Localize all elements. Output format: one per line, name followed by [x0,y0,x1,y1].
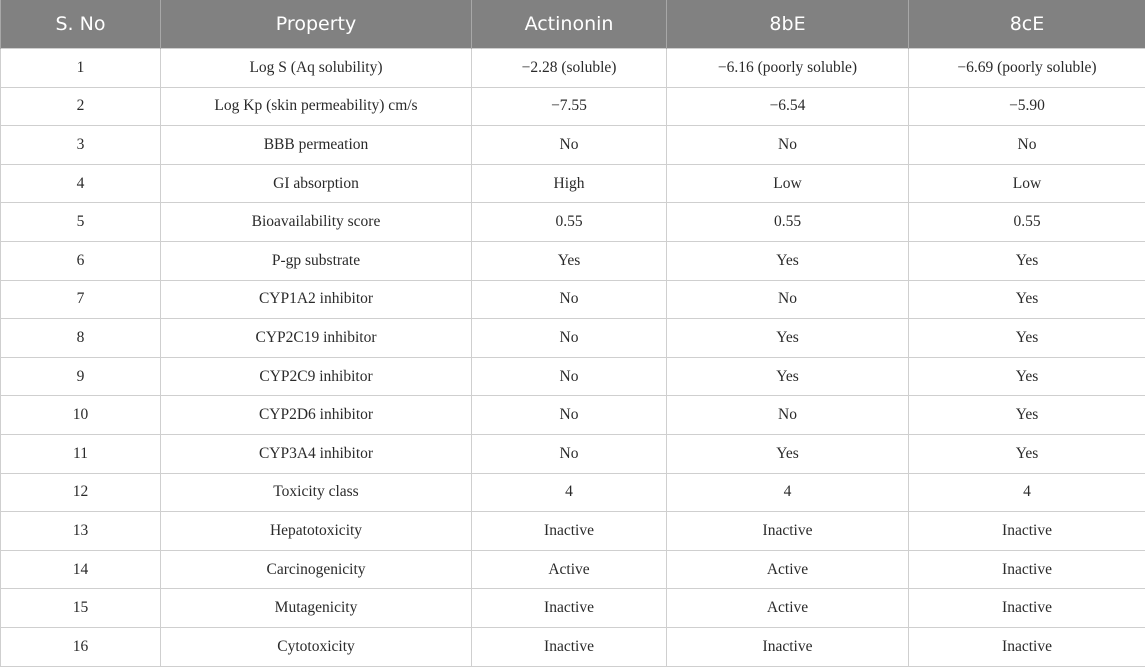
cell-8ce: Inactive [909,589,1145,628]
cell-property: Mutagenicity [161,589,472,628]
cell-8ce: No [909,126,1145,165]
cell-property: CYP2D6 inhibitor [161,396,472,435]
cell-sno: 6 [1,241,161,280]
cell-8ce: 0.55 [909,203,1145,242]
cell-sno: 12 [1,473,161,512]
cell-sno: 11 [1,434,161,473]
cell-actinonin: No [472,396,667,435]
cell-8be: Yes [667,357,909,396]
cell-8ce: Yes [909,434,1145,473]
table-row [1,357,1145,396]
table-row [1,319,1145,358]
cell-sno: 14 [1,550,161,589]
table-row [1,203,1145,242]
cell-property: Hepatotoxicity [161,512,472,551]
cell-8ce: Low [909,164,1145,203]
cell-actinonin: No [472,434,667,473]
cell-sno: 13 [1,512,161,551]
table-row [1,49,1145,88]
cell-property: Cytotoxicity [161,627,472,666]
cell-8be: 0.55 [667,203,909,242]
cell-8be: Active [667,550,909,589]
table-row [1,241,1145,280]
cell-sno: 9 [1,357,161,396]
cell-actinonin: Active [472,550,667,589]
cell-property: CYP1A2 inhibitor [161,280,472,319]
table-row [1,164,1145,203]
cell-property: GI absorption [161,164,472,203]
header-sno: S. No [1,0,161,49]
cell-8ce: Inactive [909,512,1145,551]
cell-property: Carcinogenicity [161,550,472,589]
cell-sno: 3 [1,126,161,165]
cell-property: Bioavailability score [161,203,472,242]
table-row [1,589,1145,628]
cell-actinonin: Inactive [472,627,667,666]
cell-8be: No [667,280,909,319]
cell-8ce: Inactive [909,550,1145,589]
header-property: Property [161,0,472,49]
table-row [1,87,1145,126]
cell-property: CYP2C9 inhibitor [161,357,472,396]
cell-actinonin: No [472,126,667,165]
cell-property: P-gp substrate [161,241,472,280]
cell-8ce: Inactive [909,627,1145,666]
cell-8be: Yes [667,241,909,280]
table-row [1,473,1145,512]
cell-actinonin: Inactive [472,512,667,551]
cell-actinonin: No [472,319,667,358]
cell-sno: 15 [1,589,161,628]
cell-8ce: 4 [909,473,1145,512]
header-8ce: 8cE [909,0,1145,49]
cell-8be: Yes [667,434,909,473]
cell-8ce: Yes [909,357,1145,396]
cell-8be: Inactive [667,627,909,666]
cell-property: BBB permeation [161,126,472,165]
cell-sno: 7 [1,280,161,319]
header-row [1,0,1145,49]
cell-8be: −6.54 [667,87,909,126]
cell-sno: 8 [1,319,161,358]
table-row [1,396,1145,435]
header-8be: 8bE [667,0,909,49]
cell-8be: Inactive [667,512,909,551]
cell-8ce: −5.90 [909,87,1145,126]
cell-8ce: Yes [909,319,1145,358]
cell-actinonin: No [472,280,667,319]
table-row [1,627,1145,666]
cell-8be: −6.16 (poorly soluble) [667,49,909,88]
cell-actinonin: High [472,164,667,203]
cell-actinonin: No [472,357,667,396]
cell-sno: 5 [1,203,161,242]
cell-actinonin: Inactive [472,589,667,628]
cell-8be: No [667,396,909,435]
table-header [1,0,1145,49]
cell-property: Log S (Aq solubility) [161,49,472,88]
cell-actinonin: 4 [472,473,667,512]
table-row [1,126,1145,165]
cell-8be: Yes [667,319,909,358]
cell-actinonin: −2.28 (soluble) [472,49,667,88]
cell-8be: No [667,126,909,165]
cell-sno: 2 [1,87,161,126]
cell-sno: 10 [1,396,161,435]
cell-8ce: Yes [909,241,1145,280]
table-row [1,512,1145,551]
cell-actinonin: 0.55 [472,203,667,242]
cell-8be: Low [667,164,909,203]
cell-8ce: −6.69 (poorly soluble) [909,49,1145,88]
cell-property: CYP2C19 inhibitor [161,319,472,358]
cell-property: Toxicity class [161,473,472,512]
cell-sno: 1 [1,49,161,88]
cell-8be: Active [667,589,909,628]
cell-sno: 16 [1,627,161,666]
cell-sno: 4 [1,164,161,203]
cell-actinonin: Yes [472,241,667,280]
cell-8be: 4 [667,473,909,512]
table-row [1,280,1145,319]
cell-8ce: Yes [909,396,1145,435]
cell-actinonin: −7.55 [472,87,667,126]
table-row [1,550,1145,589]
table-body [1,49,1145,667]
cell-8ce: Yes [909,280,1145,319]
cell-property: CYP3A4 inhibitor [161,434,472,473]
header-actinonin: Actinonin [472,0,667,49]
table-row [1,434,1145,473]
cell-property: Log Kp (skin permeability) cm/s [161,87,472,126]
